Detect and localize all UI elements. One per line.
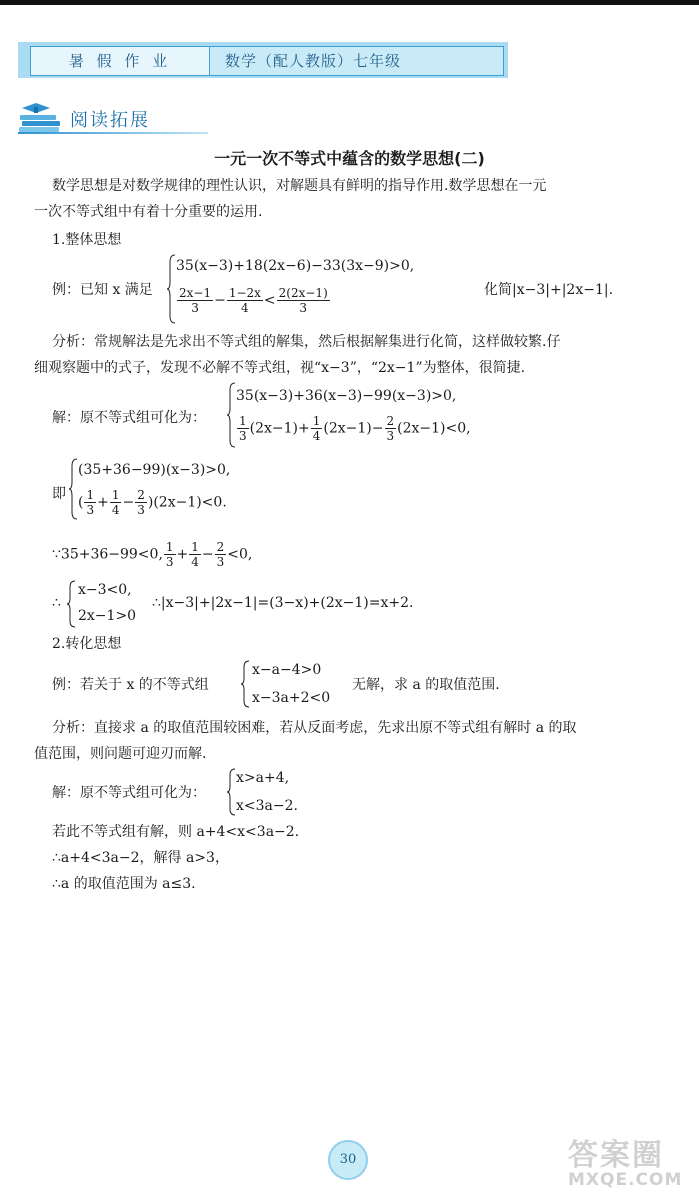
solution-1-line-1: 35(x−3)+36(x−3)−99(x−3)>0, [236,388,457,404]
therefore-tail: ∴|x−3|+|2x−1|=(3−x)+(2x−1)=x+2. [152,595,414,611]
page-header [18,42,508,78]
conclusion-line-1: 若此不等式组有解，则 a+4<x<3a−2. [52,824,300,840]
example-2-tail: 无解，求 a 的取值范围. [352,677,500,693]
analysis-1-line-2: 细观察题中的式子，发现不必解不等式组，视“x−3”，“2x−1”为整体，很简捷. [34,360,526,376]
watermark-logo-text: 答案圈 [568,1138,664,1173]
brace-icon [66,580,76,628]
brace-icon [240,660,250,708]
watermark-url: MXQE.COM [568,1170,683,1190]
solution-2-line-2: x<3a−2. [236,798,298,814]
example-2-label: 例：若关于 x 的不等式组 [52,677,209,693]
example-1-tail: 化简|x−3|+|2x−1|. [484,282,614,298]
header-right-label: 数学（配人教版）七年级 [225,52,402,70]
section-underline [18,132,208,134]
example-2-line-2: x−3a+2<0 [252,690,331,706]
intro-line-2: 一次不等式组中有着十分重要的运用. [34,204,263,220]
section-heading [18,100,208,136]
therefore-line-2: 2x−1>0 [78,608,137,624]
therefore-symbol: ∴ [52,595,61,611]
article-title: 一元一次不等式中蕴含的数学思想(二) [214,149,485,168]
conclusion-line-2: ∴a+4<3a−2，解得 a>3， [52,850,229,866]
top-border [0,0,699,5]
analysis-2-line-2: 值范围，则问题可迎刃而解. [34,746,207,762]
page-number: 30 [328,1140,368,1180]
solution-1-label: 解：原不等式组可化为： [52,410,206,426]
analysis-2-line-1: 分析：直接求 a 的取值范围较困难，若从反面考虑，先求出原不等式组有解时 a 的取 [52,720,577,736]
analysis-1-line-1: 分析：常规解法是先求出不等式组的解集，然后根据解集进行化简，这样做较繁.仔 [52,334,561,350]
example-1-line-2: $\frac{2x-1}{3}$ − $\frac{1-2x}{4}$ < $\frac{2(2x-1)}{3}$ [179,286,328,315]
header-left-label: 暑 假 作 业 [31,47,210,75]
intro-line-1: 数学思想是对数学规律的理性认识，对解题具有鲜明的指导作用.数学思想在一元 [52,178,547,194]
because-line: ∵35+36−99<0, $\frac{1}{3}$ + $\frac{1}{4}$ − $\frac{2}{3}$ <0, [52,540,253,569]
watermark [568,1130,688,1190]
ji-line-1: (35+36−99)(x−3)>0, [78,462,231,478]
books-icon [18,102,70,134]
section-title: 阅读拓展 [70,110,150,131]
heading-holistic: 1.整体思想 [52,232,122,248]
solution-2-line-1: x>a+4, [236,770,290,786]
brace-icon [226,768,236,816]
therefore-line-1: x−3<0, [78,582,132,598]
conclusion-line-3: ∴a 的取值范围为 a≤3. [52,876,196,892]
ji-line-2: ( $\frac{1}{3}$ + $\frac{1}{4}$ − $\frac{2}{3}$ )(2x−1)<0. [78,488,227,517]
brace-icon [166,254,176,324]
example-1-label: 例：已知 x 满足 [52,282,153,298]
brace-icon [68,458,78,520]
heading-transform: 2.转化思想 [52,636,122,652]
ji-label: 即 [52,486,66,502]
example-2-line-1: x−a−4>0 [252,662,322,678]
solution-1-line-2: $\frac{1}{3}$ (2x−1)+ $\frac{1}{4}$ (2x−1)− $\frac{2}{3}$ (2x−1)<0, [239,414,471,443]
example-1-line-1: 35(x−3)+18(2x−6)−33(3x−9)>0, [176,258,415,274]
solution-2-label: 解：原不等式组可化为： [52,785,206,801]
brace-icon [226,382,236,448]
